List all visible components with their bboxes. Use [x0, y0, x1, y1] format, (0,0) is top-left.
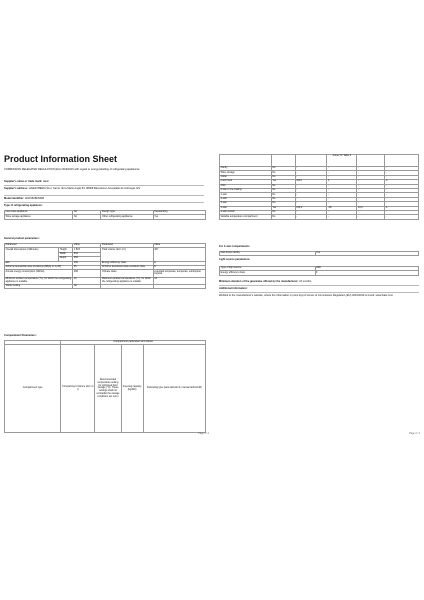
- cell: freestanding: [153, 211, 205, 215]
- header-cell: Value: [73, 244, 101, 248]
- cell: -: [327, 184, 357, 188]
- cell: -: [385, 210, 419, 214]
- cell: -: [357, 193, 385, 197]
- guarantee-value: 24 months: [299, 280, 312, 283]
- cell: -: [295, 167, 327, 171]
- fast-freeze-value: Yes: [315, 252, 418, 256]
- table-row: [220, 252, 419, 256]
- page-number: Page 2 / 2: [409, 432, 420, 435]
- annex-reference: Annex IV, Table 3: [327, 155, 357, 167]
- cell: Maximum ambient temperature (°C), for which the refrigerating appliance is suitable: [101, 277, 153, 284]
- cell: 43: [153, 277, 205, 284]
- light-source-heading: Light source parameters:: [219, 258, 251, 261]
- general-table: [4, 243, 206, 289]
- cell: E: [153, 261, 205, 265]
- cell: -: [327, 210, 357, 214]
- header-cell: Defrosting type (auto-defrost=A, manual defrost=M): [143, 345, 205, 433]
- cell: -: [327, 215, 357, 219]
- cell: -: [327, 175, 357, 179]
- cell: No: [271, 175, 295, 179]
- table-row: [5, 284, 206, 288]
- cell: 156,0: [295, 206, 327, 210]
- table-row: [220, 215, 419, 219]
- cell: Fresh food: [220, 180, 272, 184]
- cell: 1 815: [73, 248, 101, 252]
- additional-text: Weblink to the manufacturer's website, where the information in point 4(a) of Annex of Commission Regulation (EU) 2019/2019 is found: www.haier.com: [219, 294, 394, 297]
- cell: -: [327, 193, 357, 197]
- supplier-address-label: Supplier's address:: [4, 187, 28, 190]
- cell: F: [315, 271, 418, 275]
- supplier-name-row: [4, 180, 49, 183]
- header-cell: Compartment Volume (dm³ or l): [61, 345, 95, 433]
- cell: -: [295, 197, 327, 201]
- cell: 833: [73, 252, 101, 256]
- cell: -: [385, 188, 419, 192]
- cell: No: [271, 188, 295, 192]
- cell: -: [327, 197, 357, 201]
- four-star-heading: For 4-star compartments: [219, 245, 250, 248]
- header-cell: Value: [153, 244, 205, 248]
- cell: Cellar: [220, 175, 272, 179]
- cell: No: [271, 210, 295, 214]
- cell: Wine storage: [220, 171, 272, 175]
- cell: Pantry: [220, 167, 272, 171]
- cell: Depth: [59, 257, 73, 261]
- cell: -: [385, 175, 419, 179]
- cell: A: [385, 180, 419, 184]
- cell: Energy efficiency class: [101, 261, 153, 265]
- cell: -: [327, 167, 357, 171]
- compartment-heading: Compartment Parameters:: [4, 334, 37, 337]
- cell: -: [357, 175, 385, 179]
- cell: -: [357, 171, 385, 175]
- cell: Yes: [271, 180, 295, 184]
- cell: Climate class:: [101, 270, 153, 277]
- cell: EEI: [5, 261, 73, 265]
- cell: Energy efficiency class: [220, 271, 316, 275]
- cell: Airborne acoustical noise emission class: [101, 265, 153, 269]
- cell: No: [73, 211, 101, 215]
- model-label: Model identifier:: [4, 197, 25, 200]
- type-table: [4, 210, 206, 220]
- table-row: [5, 277, 206, 284]
- cell: -: [357, 197, 385, 201]
- winter-setting-value: No: [73, 284, 101, 288]
- page-number: Page 1 / 2: [198, 432, 209, 435]
- cell: -: [357, 210, 385, 214]
- cell: -: [295, 171, 327, 175]
- cell: -: [357, 202, 385, 206]
- cell: -18: [327, 206, 357, 210]
- cell: LED: [315, 267, 418, 271]
- cell: -: [357, 180, 385, 184]
- cell: 290: [73, 270, 101, 277]
- cell: 1-star: [220, 193, 272, 197]
- cell: Minimum ambient temperature (°C), for which the refrigerating appliance is suitable: [5, 276, 72, 283]
- table-row: [5, 248, 206, 252]
- table-row: [220, 271, 419, 275]
- winter-setting-label: Winter setting: [5, 284, 73, 288]
- compartment-values-table: [219, 154, 419, 220]
- page-title: Product Information Sheet: [4, 154, 118, 164]
- cell: B: [153, 265, 205, 269]
- cell: No: [73, 215, 101, 219]
- header-cell: Freezing capacity (kg/24h): [121, 345, 143, 433]
- cell: 0-star or ice-making: [220, 188, 272, 192]
- cell: 10: [73, 277, 101, 284]
- table-row: [5, 270, 206, 277]
- cell: No: [271, 197, 295, 201]
- header-cell: Recommended temperature setting for optimised food storage (°C). These settings shall not contradict the storage conditions set out in: [95, 345, 121, 433]
- cell: 10,0: [357, 206, 385, 210]
- cell: 4-star: [220, 206, 272, 210]
- cell: No: [271, 215, 295, 219]
- cell: Yes: [153, 215, 205, 219]
- cell: Airborne acoustical noise emissions (dB(A) re 1 pW): [5, 265, 73, 269]
- cell: -: [327, 171, 357, 175]
- cell: -: [385, 197, 419, 201]
- cell: -: [385, 171, 419, 175]
- cell: extended temperate, temperate, subtropical, tropical: [153, 270, 205, 277]
- page-2: [215, 150, 424, 440]
- header-cell: Parameter: [5, 244, 73, 248]
- cell: -: [357, 215, 385, 219]
- cell: -: [385, 193, 419, 197]
- cell: 2-star section: [220, 210, 272, 214]
- supplier-name-label: Supplier's name or trade mark:: [4, 180, 43, 183]
- fast-freeze-table: [219, 251, 419, 256]
- cell: -: [295, 202, 327, 206]
- fast-freeze-label: Fast freeze facility: [220, 252, 316, 256]
- table-row: [220, 155, 419, 167]
- cell: A: [385, 206, 419, 210]
- cell: -: [385, 215, 419, 219]
- page-1: [0, 150, 213, 440]
- cell: 4: [327, 180, 357, 184]
- header-cell: Compartment type: [5, 345, 61, 433]
- cell: -: [357, 184, 385, 188]
- cell: No: [271, 167, 295, 171]
- cell: -: [295, 184, 327, 188]
- supplier-address: HAIER IBERIA SLU, Carrer de la Marie Anglè 53, 08908 Barcelona L'Hospitalet de Llobregat, ES: [28, 187, 140, 190]
- regulation-text: COMMISSION DELEGATED REGULATION (EU) 2019/2016 with regard to energy labelling of refrigerating appliances: [4, 168, 140, 171]
- cell: Annual energy consumption (kWh/a): [5, 270, 73, 277]
- cell: -: [385, 202, 419, 206]
- general-heading: General product parameters:: [4, 237, 40, 240]
- model-identifier: HCR3818ENMM: [24, 197, 45, 200]
- cell: No: [271, 193, 295, 197]
- cell: No: [271, 202, 295, 206]
- cell: -: [295, 175, 327, 179]
- guarantee-row: [219, 280, 419, 283]
- supplier-address-row: [4, 187, 204, 190]
- cell: Low-noise appliance:: [5, 211, 73, 215]
- total-volume: 467: [153, 248, 205, 261]
- cell: -: [357, 188, 385, 192]
- cell: 650: [73, 257, 101, 261]
- cell: Type of light source: [220, 267, 316, 271]
- cell: Height: [59, 248, 73, 252]
- cell: No: [271, 171, 295, 175]
- cell: 311,0: [295, 180, 327, 184]
- cell: No: [271, 184, 295, 188]
- table-row: [5, 215, 206, 219]
- cell: [153, 284, 205, 288]
- cell: 100: [73, 261, 101, 265]
- cell: 2-star: [220, 197, 272, 201]
- cell: -: [357, 167, 385, 171]
- cell: Yes: [271, 206, 295, 210]
- cell: Width: [59, 252, 73, 256]
- cell: -: [327, 188, 357, 192]
- cell: Chill: [220, 184, 272, 188]
- cell: -: [295, 188, 327, 192]
- cell: -: [327, 202, 357, 206]
- compartment-table: [4, 340, 206, 433]
- cell: -: [385, 184, 419, 188]
- model-row: [4, 197, 44, 200]
- cell: -: [385, 167, 419, 171]
- supplier-name: Haier: [42, 180, 50, 183]
- header-cell: Parameter: [101, 244, 153, 248]
- additional-heading: Additional information:: [219, 287, 248, 290]
- cell: [101, 284, 153, 288]
- cell: -: [295, 210, 327, 214]
- cell: Wine storage appliance:: [5, 215, 73, 219]
- compartment-table-title: Compartment parameters and values: [61, 341, 206, 345]
- table-row: [5, 345, 206, 433]
- guarantee-label: Minimum duration of the guarantee offered by the manufacturer:: [219, 280, 299, 283]
- cell: Design type:: [101, 211, 153, 215]
- total-volume-label: Total volume (dm³ or l): [101, 248, 153, 261]
- cell: Other refrigerating appliance:: [101, 215, 153, 219]
- cell: 35: [73, 265, 101, 269]
- cell: -: [295, 193, 327, 197]
- light-source-table: [219, 266, 419, 276]
- type-heading: Type of refrigerating appliance:: [4, 204, 43, 207]
- cell: Variable temperature compartment: [220, 215, 272, 219]
- cell: 3-star: [220, 202, 272, 206]
- cell: -: [295, 215, 327, 219]
- dimensions-label: Overall dimensions (millimetre): [5, 248, 59, 261]
